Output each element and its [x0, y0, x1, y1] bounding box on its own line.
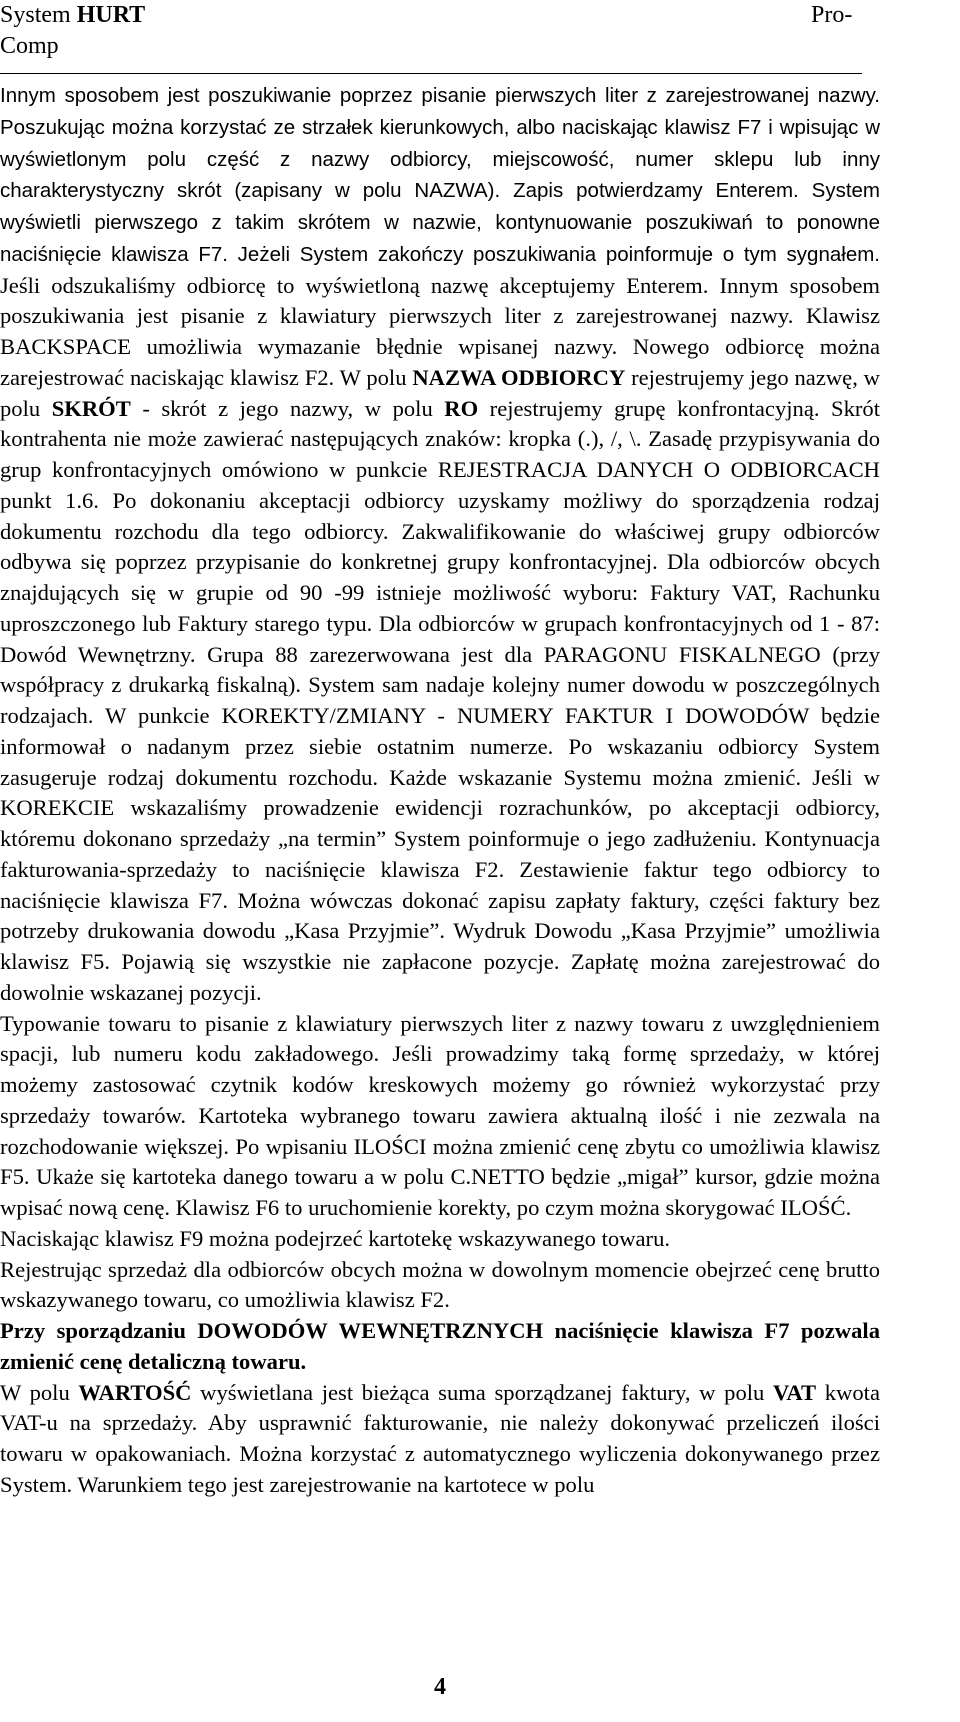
page-header [0, 0, 880, 62]
header-system-label: System [0, 2, 71, 28]
paragraph-internal-documents: Przy sporządzaniu DOWODÓW WEWNĘTRZNYCH naciśnięcie klawisza F7 pozwala zmienić cenę detaliczną towaru. [0, 1318, 880, 1374]
paragraph-f2-gross-price: Rejestrując sprzedaż dla odbiorców obcych można w dowolnym momencie obejrzeć cenę brutto wskazywanego towaru, co umożliwia klawisz F2. [0, 1256, 880, 1313]
text-segment: rejestrujemy grupę konfrontacyjną. Skrót kontrahenta nie może zawierać następujących znaków: kropka (.), /, \. Zasadę przypisywania do grup konfrontacyjnych omówiono w punkcie REJESTRACJA DANYCH O ODBIORCACH punkt 1.6. Po dokonaniu akceptacji odbiorcy uzyskamy możliwy do sporządzenia rodzaj dokumentu rozchodu dla tego odbiorcy. Zakwalifikowanie do właściwej grupy odbiorców odbywa się poprzez przypisanie do konkretnej grupy konfrontacyjnej. Dla odbiorców obcych znajdujących się w grupie od 90 -99 istnieje możliwość wyboru: Faktury VAT, Rachunku uproszczonego lub Faktury starego typu. Dla odbiorców w grupach konfrontacyjnych od 1 - 87: Dowód Wewnętrzny. Grupa 88 zarezerwowana jest dla PARAGONU FISKALNEGO (przy współpracy z drukarką fiskalną). System sam nadaje kolejny numer dowodu w poszczególnych rodzajach. W punkcie KOREKTY/ZMIANY - NUMERY FAKTUR I DOWODÓW będzie informował o nadanym przez siebie ostatnim numerze. Po wskazaniu odbiorcy System zasugeruje rodzaj dokumentu rozchodu. Każde wskazanie Systemu można zmienić. Jeśli w KOREKCIE wskazaliśmy prowadzenie ewidencji rozrachunków, po akceptacji odbiorcy, któremu dokonano sprzedaży „na termin” System poinformuje o jego zadłużeniu. Kontynuacja fakturowania-sprzedaży to naciśnięcie klawisza F2. Zestawienie faktur tego odbiorcy to naciśnięcie klawisza F7. Można wówczas dokonać zapisu zapłaty faktury, części faktury bez potrzeby drukowania dowodu „Kasa Przyjmie”. Wydruk Dowodu „Kasa Przyjmie” umożliwia klawisz F5. Pojawią się wszystkie nie zapłacone pozycje. Zapłatę można zarejestrować do dowolnie wskazanej pozycji. [0, 395, 880, 1005]
text-segment: rejestrujemy jego nazwę, w polu [0, 364, 880, 421]
text-segment: - skrót z jego nazwy, w polu [130, 395, 445, 421]
header-vendor-line2: Comp [0, 33, 59, 59]
paragraph-typing-product: Typowanie towaru to pisanie z klawiatury pierwszych liter z nazwy towaru z uwzględnieniem spacji, lub numeru kodu zakładowego. Jeśli prowadzimy taką formę sprzedaży, w której możemy zastosować czytnik kodów kreskowych możemy go również wykorzystać przy sprzedaży towarów. Kartoteka wybranego towaru zawiera aktualną ilość i nie zezwala na rozchodowanie większej. Po wpisaniu ILOŚCI można zmienić cenę zbytu co umożliwia klawisz F5. Ukaże się kartoteka danego towaru a w polu C.NETTO będzie „migał” kursor, gdzie można wpisać nową cenę. Klawisz F6 to uruchomienie korekty, po czym można skorygować ILOŚĆ. [0, 1010, 880, 1220]
text-segment: wyświetlana jest bieżąca suma sporządzanej faktury, w polu [191, 1379, 773, 1405]
header-divider [0, 73, 862, 74]
field-name-skrot: SKRÓT [51, 395, 131, 421]
field-name-vat: VAT [772, 1379, 817, 1405]
paragraph-search-customer [0, 80, 880, 1009]
paragraph-value-field [0, 1378, 880, 1501]
page-number: 4 [434, 1674, 446, 1700]
field-name-ro: RO [444, 395, 479, 421]
text-segment: Innym sposobem jest poszukiwanie poprzez pisanie pierwszych liter z zarejestrowanej nazwy. Poszukując można korzystać ze strzałek kierunkowych, albo naciskając klawisz F7 i wpisując w wyświetlonym polu część z nazwy odbiorcy, miejscowość, numer sklepu lub inny charakterystyczny skrót (zapisany w polu NAZWA). Zapis potwierdzamy Enterem. System wyświetli pierwszego z takim skrótem w nazwie, kontynuowanie poszukiwań to ponowne naciśnięcie klawisza F7. Jeżeli System zakończy poszukiwania poinformuje o tym sygnałem. [0, 84, 880, 266]
text-segment: kwota VAT-u na sprzedaży. Aby usprawnić fakturowanie, nie należy dokonywać przeliczeń ilości towaru w opakowaniach. Można korzystać z automatycznego wyliczenia dokonywanego przez System. Warunkiem tego jest zarejestrowanie na kartotece w polu [0, 1379, 880, 1497]
paragraph-f9: Naciskając klawisz F9 można podejrzeć kartotekę wskazywanego towaru. [0, 1225, 671, 1251]
text-segment: W polu [0, 1379, 79, 1405]
header-vendor-line1: Pro- [811, 2, 853, 28]
field-name-nazwa-odbiorcy: NAZWA ODBIORCY [412, 364, 626, 390]
text-segment: Jeśli odszukaliśmy odbiorcę to wyświetloną nazwę akceptujemy Enterem. Innym sposobem poszukiwania jest pisanie z klawiatury pierwszych liter z zarejestrowanej nazwy. Klawisz BACKSPACE umożliwia wymazanie błędnie wpisanej nazwy. Nowego odbiorcę można zarejestrować naciskając klawisz F2. W polu [0, 272, 880, 390]
header-product-name: HURT [76, 2, 146, 28]
body-text [0, 80, 880, 1501]
field-name-wartosc: WARTOŚĆ [78, 1379, 192, 1405]
